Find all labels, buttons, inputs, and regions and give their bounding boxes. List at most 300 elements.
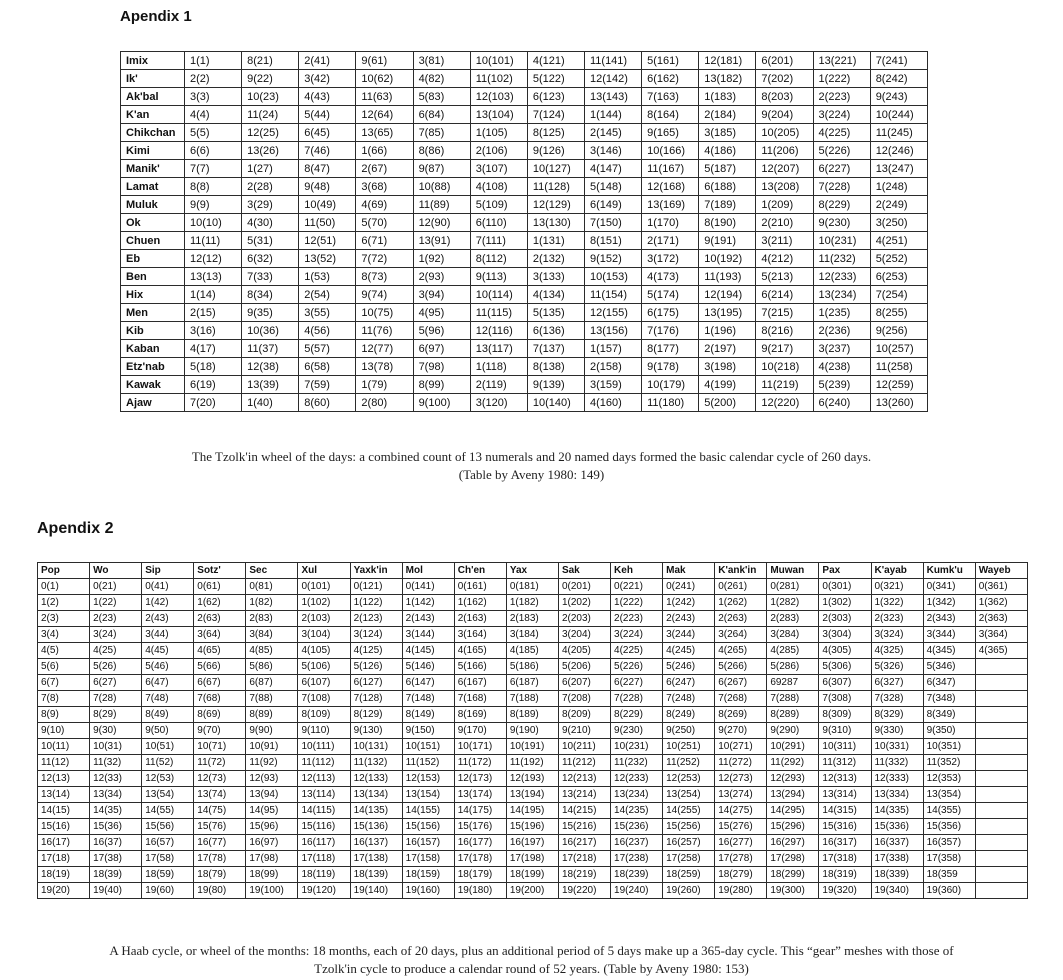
- column-header: Keh: [611, 563, 663, 579]
- table-cell: 18(79): [194, 867, 246, 883]
- table-row: [121, 286, 928, 304]
- table-cell: 3(3): [185, 88, 242, 106]
- table-cell: 10(192): [699, 250, 756, 268]
- table-cell: 3(211): [756, 232, 813, 250]
- table-cell: 0(61): [194, 579, 246, 595]
- table-cell: 13(52): [299, 250, 356, 268]
- table-cell: 2(63): [194, 611, 246, 627]
- table-cell: 19(140): [350, 883, 402, 899]
- table-cell: 11(245): [870, 124, 927, 142]
- appendix-2-heading: Apendix 2: [37, 520, 114, 537]
- row-header: Manik': [121, 160, 185, 178]
- table-cell: 3(44): [142, 627, 194, 643]
- table-cell: 18(199): [506, 867, 558, 883]
- table-cell: 17(58): [142, 851, 194, 867]
- table-cell: 6(240): [813, 394, 870, 412]
- table-cell: 10(231): [813, 232, 870, 250]
- table-cell: 12(353): [923, 771, 975, 787]
- table-cell: 0(21): [90, 579, 142, 595]
- table-cell: 7(7): [185, 160, 242, 178]
- table-cell: 7(137): [527, 340, 584, 358]
- table-cell: 3(184): [506, 627, 558, 643]
- table-cell: 8(249): [663, 707, 715, 723]
- table-cell: 2(343): [923, 611, 975, 627]
- table-cell: 18(19): [38, 867, 90, 883]
- table-cell: 12(233): [611, 771, 663, 787]
- table-cell: 3(198): [699, 358, 756, 376]
- table-cell: 4(85): [246, 643, 298, 659]
- table-cell: 13(74): [194, 787, 246, 803]
- table-cell: 2(106): [470, 142, 527, 160]
- table-cell: 9(150): [402, 723, 454, 739]
- table-cell: 2(158): [584, 358, 641, 376]
- table-cell: 7(288): [767, 691, 819, 707]
- table-row: [121, 340, 928, 358]
- table-cell: 8(190): [699, 214, 756, 232]
- table-row: [121, 214, 928, 232]
- table-cell: 16(137): [350, 835, 402, 851]
- table-cell: 12(181): [699, 52, 756, 70]
- table-cell: 10(205): [756, 124, 813, 142]
- table-cell: 14(255): [663, 803, 715, 819]
- table-cell: 5(346): [923, 659, 975, 675]
- table-cell: 13(221): [813, 52, 870, 70]
- table-cell: 13(354): [923, 787, 975, 803]
- table-cell: 10(171): [454, 739, 506, 755]
- table-cell: 1(122): [350, 595, 402, 611]
- table-cell: 7(8): [38, 691, 90, 707]
- table-cell: 14(135): [350, 803, 402, 819]
- table-cell: 15(276): [715, 819, 767, 835]
- table-cell: 5(239): [813, 376, 870, 394]
- table-cell: 10(10): [185, 214, 242, 232]
- table-cell: 13(260): [870, 394, 927, 412]
- table-cell: 19(320): [819, 883, 871, 899]
- table-cell: 9(243): [870, 88, 927, 106]
- table-cell: 0(361): [975, 579, 1027, 595]
- table-cell: 6(327): [871, 675, 923, 691]
- table-cell: 69287: [767, 675, 819, 691]
- tzolkin-caption-line-2: (Table by Aveny 1980: 149): [458, 467, 605, 483]
- table-cell: 4(305): [819, 643, 871, 659]
- table-cell: 11(37): [242, 340, 299, 358]
- table-cell: 5(44): [299, 106, 356, 124]
- table-cell: 6(247): [663, 675, 715, 691]
- table-cell: 8(29): [90, 707, 142, 723]
- column-header: K'ank'in: [715, 563, 767, 579]
- table-cell: 2(223): [611, 611, 663, 627]
- table-cell: 12(273): [715, 771, 767, 787]
- table-cell: 2(93): [413, 268, 470, 286]
- column-header: Yaxk'in: [350, 563, 402, 579]
- table-cell: 18(59): [142, 867, 194, 883]
- table-cell: 10(127): [527, 160, 584, 178]
- table-cell: 9(178): [642, 358, 699, 376]
- row-header: Kib: [121, 322, 185, 340]
- table-cell: 15(256): [663, 819, 715, 835]
- table-cell: 12(93): [246, 771, 298, 787]
- table-cell: 16(277): [715, 835, 767, 851]
- column-header: Kumk'u: [923, 563, 975, 579]
- table-cell: 12(133): [350, 771, 402, 787]
- table-cell: 7(124): [527, 106, 584, 124]
- table-cell: 12(153): [402, 771, 454, 787]
- table-cell: 3(4): [38, 627, 90, 643]
- table-cell: 3(81): [413, 52, 470, 70]
- table-cell: 7(208): [558, 691, 610, 707]
- table-cell: 18(259): [663, 867, 715, 883]
- table-cell: 11(232): [611, 755, 663, 771]
- row-header: Men: [121, 304, 185, 322]
- table-cell: 12(213): [558, 771, 610, 787]
- table-cell: 17(218): [558, 851, 610, 867]
- column-header: Pax: [819, 563, 871, 579]
- table-cell: 2(263): [715, 611, 767, 627]
- table-cell: 12(33): [90, 771, 142, 787]
- column-header: Sak: [558, 563, 610, 579]
- table-cell: 2(119): [470, 376, 527, 394]
- table-cell: 2(80): [356, 394, 413, 412]
- table-cell: 5(174): [642, 286, 699, 304]
- table-cell: 0(121): [350, 579, 402, 595]
- table-cell: 13(182): [699, 70, 756, 88]
- table-cell: 13(65): [356, 124, 413, 142]
- table-cell: 3(104): [298, 627, 350, 643]
- table-cell: 1(1): [185, 52, 242, 70]
- table-cell: 6(67): [194, 675, 246, 691]
- table-cell: 9(210): [558, 723, 610, 739]
- table-cell: 0(181): [506, 579, 558, 595]
- table-cell: 17(138): [350, 851, 402, 867]
- table-cell: 13(169): [642, 196, 699, 214]
- table-cell: 8(169): [454, 707, 506, 723]
- table-cell: 8(89): [246, 707, 298, 723]
- table-cell: 8(229): [611, 707, 663, 723]
- table-cell: 8(129): [350, 707, 402, 723]
- table-cell: 7(241): [870, 52, 927, 70]
- row-header: Hix: [121, 286, 185, 304]
- table-cell: 13(194): [506, 787, 558, 803]
- table-cell: 7(128): [350, 691, 402, 707]
- table-cell: 10(88): [413, 178, 470, 196]
- table-cell: 1(62): [194, 595, 246, 611]
- table-row: [121, 124, 928, 142]
- table-cell: 5(83): [413, 88, 470, 106]
- table-cell: 8(209): [558, 707, 610, 723]
- table-cell: 7(328): [871, 691, 923, 707]
- table-cell: 13(54): [142, 787, 194, 803]
- table-cell: 16(157): [402, 835, 454, 851]
- table-cell: 16(177): [454, 835, 506, 851]
- table-cell: 9(250): [663, 723, 715, 739]
- table-cell: 12(193): [506, 771, 558, 787]
- tzolkin-table: [120, 51, 928, 412]
- table-cell: 1(82): [246, 595, 298, 611]
- table-cell: 14(295): [767, 803, 819, 819]
- table-cell: 16(297): [767, 835, 819, 851]
- table-cell: 1(144): [584, 106, 641, 124]
- table-row: [121, 322, 928, 340]
- table-cell: 4(145): [402, 643, 454, 659]
- table-row: [121, 178, 928, 196]
- table-cell: 0(241): [663, 579, 715, 595]
- table-cell: 18(279): [715, 867, 767, 883]
- table-cell: 6(123): [527, 88, 584, 106]
- table-cell: 10(331): [871, 739, 923, 755]
- table-cell: 13(274): [715, 787, 767, 803]
- table-cell: 6(107): [298, 675, 350, 691]
- table-cell: 1(162): [454, 595, 506, 611]
- appendix-2-section: [37, 520, 1028, 899]
- table-cell: 1(202): [558, 595, 610, 611]
- table-cell: 4(199): [699, 376, 756, 394]
- table-cell: 4(125): [350, 643, 402, 659]
- table-cell: 6(175): [642, 304, 699, 322]
- table-cell: 3(146): [584, 142, 641, 160]
- table-cell: 9(230): [611, 723, 663, 739]
- table-cell: 13(14): [38, 787, 90, 803]
- table-cell: [975, 835, 1027, 851]
- table-cell: 12(129): [527, 196, 584, 214]
- table-row: [38, 595, 1028, 611]
- table-cell: 9(191): [699, 232, 756, 250]
- table-cell: 12(168): [642, 178, 699, 196]
- table-cell: 6(127): [350, 675, 402, 691]
- tzolkin-caption-line-1: The Tzolk'in wheel of the days: a combined count of 13 numerals and 20 named days formed the basic calendar cycle of 260 days.: [191, 449, 872, 464]
- table-cell: 5(246): [663, 659, 715, 675]
- table-cell: 9(139): [527, 376, 584, 394]
- table-cell: 10(218): [756, 358, 813, 376]
- row-header: Imix: [121, 52, 185, 70]
- table-cell: 4(325): [871, 643, 923, 659]
- table-cell: 4(69): [356, 196, 413, 214]
- table-cell: 18(119): [298, 867, 350, 883]
- table-cell: 1(131): [527, 232, 584, 250]
- table-cell: 3(144): [402, 627, 454, 643]
- column-header: Mol: [402, 563, 454, 579]
- table-row: [38, 739, 1028, 755]
- table-cell: 8(189): [506, 707, 558, 723]
- table-cell: 10(11): [38, 739, 90, 755]
- table-cell: 11(52): [142, 755, 194, 771]
- table-cell: 1(322): [871, 595, 923, 611]
- table-cell: 18(159): [402, 867, 454, 883]
- table-cell: 11(154): [584, 286, 641, 304]
- table-cell: 19(120): [298, 883, 350, 899]
- table-cell: 12(13): [38, 771, 90, 787]
- table-cell: 14(155): [402, 803, 454, 819]
- table-cell: 17(38): [90, 851, 142, 867]
- table-cell: 3(264): [715, 627, 767, 643]
- table-cell: 5(66): [194, 659, 246, 675]
- table-cell: 2(171): [642, 232, 699, 250]
- table-cell: 1(118): [470, 358, 527, 376]
- table-cell: 18(299): [767, 867, 819, 883]
- table-cell: 16(317): [819, 835, 871, 851]
- table-cell: 13(195): [699, 304, 756, 322]
- table-cell: 6(188): [699, 178, 756, 196]
- table-cell: 17(158): [402, 851, 454, 867]
- table-cell: 18(319): [819, 867, 871, 883]
- table-cell: 9(310): [819, 723, 871, 739]
- table-cell: 3(42): [299, 70, 356, 88]
- table-cell: 11(252): [663, 755, 715, 771]
- table-cell: 3(224): [611, 627, 663, 643]
- table-cell: 3(244): [663, 627, 715, 643]
- table-cell: 9(35): [242, 304, 299, 322]
- table-cell: 8(349): [923, 707, 975, 723]
- table-cell: 7(20): [185, 394, 242, 412]
- table-cell: 13(117): [470, 340, 527, 358]
- table-cell: 6(27): [90, 675, 142, 691]
- table-cell: 19(240): [611, 883, 663, 899]
- table-cell: 15(236): [611, 819, 663, 835]
- table-cell: 10(111): [298, 739, 350, 755]
- table-cell: 1(183): [699, 88, 756, 106]
- table-cell: 19(220): [558, 883, 610, 899]
- table-cell: 11(72): [194, 755, 246, 771]
- table-cell: 6(227): [611, 675, 663, 691]
- header-row: [38, 563, 1028, 579]
- table-cell: 12(155): [584, 304, 641, 322]
- row-header: Chuen: [121, 232, 185, 250]
- table-cell: 9(256): [870, 322, 927, 340]
- table-cell: 13(78): [356, 358, 413, 376]
- table-cell: 6(97): [413, 340, 470, 358]
- table-cell: 5(109): [470, 196, 527, 214]
- table-cell: 6(6): [185, 142, 242, 160]
- column-header: K'ayab: [871, 563, 923, 579]
- table-cell: 10(91): [246, 739, 298, 755]
- table-cell: 13(334): [871, 787, 923, 803]
- table-cell: 3(324): [871, 627, 923, 643]
- row-header: Ak'bal: [121, 88, 185, 106]
- table-cell: 11(167): [642, 160, 699, 178]
- table-cell: 14(275): [715, 803, 767, 819]
- table-cell: 9(270): [715, 723, 767, 739]
- table-cell: 11(258): [870, 358, 927, 376]
- table-cell: 4(212): [756, 250, 813, 268]
- table-cell: 2(236): [813, 322, 870, 340]
- table-cell: 12(64): [356, 106, 413, 124]
- table-cell: 8(151): [584, 232, 641, 250]
- row-header: Ik': [121, 70, 185, 88]
- table-cell: 16(17): [38, 835, 90, 851]
- table-cell: 12(246): [870, 142, 927, 160]
- table-cell: 9(113): [470, 268, 527, 286]
- table-cell: 11(102): [470, 70, 527, 88]
- table-cell: 9(217): [756, 340, 813, 358]
- table-cell: 12(333): [871, 771, 923, 787]
- table-cell: 2(363): [975, 611, 1027, 627]
- table-cell: 6(84): [413, 106, 470, 124]
- table-cell: 10(51): [142, 739, 194, 755]
- table-cell: 8(329): [871, 707, 923, 723]
- table-cell: 11(11): [185, 232, 242, 250]
- table-cell: 7(228): [813, 178, 870, 196]
- table-cell: 7(111): [470, 232, 527, 250]
- table-cell: 3(84): [246, 627, 298, 643]
- table-row: [38, 579, 1028, 595]
- table-cell: 10(49): [299, 196, 356, 214]
- table-cell: 6(201): [756, 52, 813, 70]
- table-cell: 3(237): [813, 340, 870, 358]
- table-cell: 15(96): [246, 819, 298, 835]
- table-cell: 2(103): [298, 611, 350, 627]
- table-cell: 17(238): [611, 851, 663, 867]
- table-cell: 1(302): [819, 595, 871, 611]
- table-cell: 13(234): [611, 787, 663, 803]
- table-cell: 7(189): [699, 196, 756, 214]
- table-cell: 11(32): [90, 755, 142, 771]
- table-cell: 10(151): [402, 739, 454, 755]
- table-cell: 11(76): [356, 322, 413, 340]
- table-cell: 13(34): [90, 787, 142, 803]
- table-row: [121, 196, 928, 214]
- table-cell: 3(344): [923, 627, 975, 643]
- table-cell: 5(187): [699, 160, 756, 178]
- table-cell: 10(23): [242, 88, 299, 106]
- table-cell: 5(86): [246, 659, 298, 675]
- table-row: [38, 803, 1028, 819]
- column-header: Mak: [663, 563, 715, 579]
- table-cell: 2(143): [402, 611, 454, 627]
- table-row: [121, 376, 928, 394]
- table-cell: 7(202): [756, 70, 813, 88]
- table-cell: 1(40): [242, 394, 299, 412]
- table-cell: 12(233): [813, 268, 870, 286]
- table-cell: 10(179): [642, 376, 699, 394]
- table-cell: 9(100): [413, 394, 470, 412]
- table-cell: 5(122): [527, 70, 584, 88]
- table-cell: 3(107): [470, 160, 527, 178]
- table-cell: 9(87): [413, 160, 470, 178]
- table-cell: 8(86): [413, 142, 470, 160]
- table-cell: 10(251): [663, 739, 715, 755]
- table-row: [38, 835, 1028, 851]
- table-cell: 10(271): [715, 739, 767, 755]
- table-cell: 10(131): [350, 739, 402, 755]
- table-cell: 5(5): [185, 124, 242, 142]
- table-cell: 1(102): [298, 595, 350, 611]
- table-cell: 4(45): [142, 643, 194, 659]
- table-cell: 15(336): [871, 819, 923, 835]
- table-cell: 14(15): [38, 803, 90, 819]
- table-cell: 11(63): [356, 88, 413, 106]
- column-header: Xul: [298, 563, 350, 579]
- table-cell: 7(248): [663, 691, 715, 707]
- table-cell: 4(225): [813, 124, 870, 142]
- table-cell: 10(311): [819, 739, 871, 755]
- table-cell: 6(162): [642, 70, 699, 88]
- table-cell: 10(75): [356, 304, 413, 322]
- table-cell: 10(101): [470, 52, 527, 70]
- table-cell: 10(62): [356, 70, 413, 88]
- table-cell: 15(216): [558, 819, 610, 835]
- table-cell: 1(342): [923, 595, 975, 611]
- table-cell: 17(258): [663, 851, 715, 867]
- table-cell: 17(318): [819, 851, 871, 867]
- table-cell: 3(172): [642, 250, 699, 268]
- table-cell: 10(257): [870, 340, 927, 358]
- table-cell: 5(186): [506, 659, 558, 675]
- table-cell: 8(255): [870, 304, 927, 322]
- table-cell: 3(16): [185, 322, 242, 340]
- row-header: Kimi: [121, 142, 185, 160]
- table-cell: 11(212): [558, 755, 610, 771]
- table-cell: 4(147): [584, 160, 641, 178]
- table-cell: 2(163): [454, 611, 506, 627]
